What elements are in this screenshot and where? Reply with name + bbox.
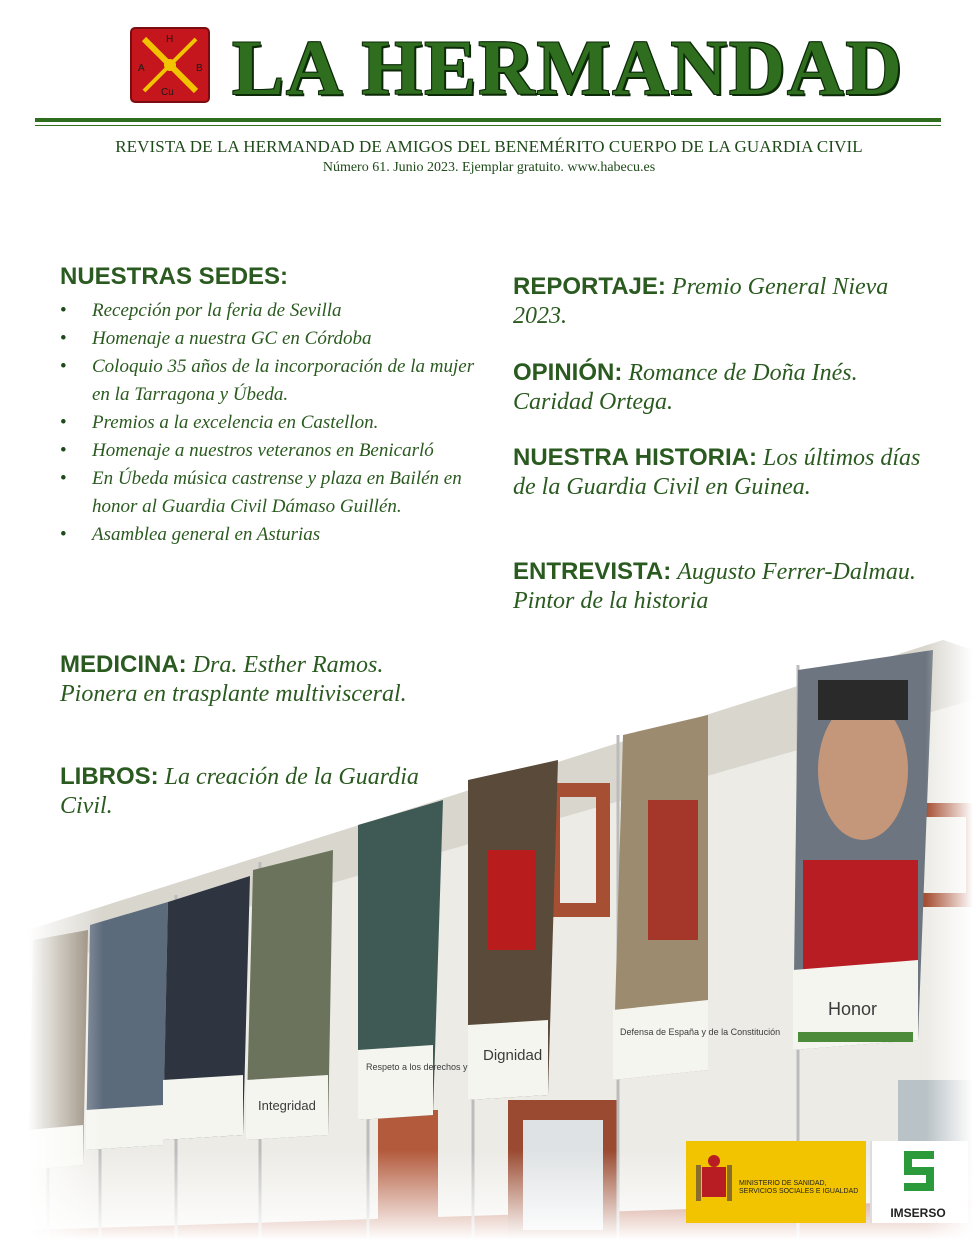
medicina-label: MEDICINA: — [60, 651, 187, 678]
historia-text: Los últimos días de la Guardia Civil en Guinea. — [513, 445, 921, 500]
entrevista-section — [513, 557, 933, 616]
opinion-label: OPINIÓN: — [513, 359, 623, 386]
libros-section — [60, 762, 460, 821]
libros-label: LIBROS: — [60, 763, 159, 790]
historia-label: NUESTRA HISTORIA: — [513, 444, 758, 471]
crest-letter-b: B — [196, 63, 203, 74]
medicina-section — [60, 650, 460, 709]
list-item: • Homenaje a nuestros veteranos en Benicarló — [60, 437, 490, 465]
sedes-heading: NUESTRAS SEDES: — [60, 263, 289, 290]
entrevista-label: ENTREVISTA: — [513, 558, 672, 585]
list-item: • Coloquio 35 años de la incorporación de la mujer en la Tarragona y Úbeda. — [60, 353, 490, 409]
historia-section — [513, 443, 933, 502]
reportaje-section — [513, 272, 933, 331]
libros-text: La creación de la Guardia Civil. — [60, 764, 419, 819]
list-item: • En Úbeda música castrense y plaza en Bailén en honor al Guardia Civil Dámaso Guillén. — [60, 465, 490, 521]
list-item: • Premios a la excelencia en Castellon. — [60, 409, 490, 437]
opinion-text: Romance de Doña Inés. Caridad Ortega. — [513, 360, 858, 415]
opinion-section — [513, 358, 933, 417]
list-item: • Recepción por la feria de Sevilla — [60, 297, 490, 325]
sedes-list — [60, 297, 490, 549]
crest-letter-cu: Cu — [161, 87, 174, 98]
masthead-title: LA HERMANDAD — [232, 24, 904, 111]
crest-letter-h: H — [166, 34, 174, 45]
crest-letter-a: A — [138, 63, 145, 74]
header-rule-thick — [35, 118, 941, 122]
entrevista-text: Augusto Ferrer-Dalmau. Pintor de la historia — [513, 559, 916, 614]
habecu-crest-logo — [130, 27, 210, 103]
header-rule-thin — [35, 125, 941, 126]
list-item: • Homenaje a nuestra GC en Córdoba — [60, 325, 490, 353]
imserso-label: IMSERSO — [890, 1206, 946, 1220]
imserso-mark-icon — [894, 1147, 944, 1193]
magazine-subtitle: REVISTA DE LA HERMANDAD DE AMIGOS DEL BENEMÉRITO CUERPO DE LA GUARDIA CIVIL — [115, 137, 863, 156]
reportaje-label: REPORTAJE: — [513, 273, 666, 300]
ministry-name: MINISTERIO DE SANIDAD, SERVICIOS SOCIALES E IGUALDAD — [739, 1180, 859, 1195]
medicina-text: Dra. Esther Ramos. Pionera en trasplante multivisceral. — [60, 652, 407, 707]
reportaje-text: Premio General Nieva 2023. — [513, 274, 889, 329]
list-item: • Asamblea general en Asturias — [60, 521, 490, 549]
issue-line: Número 61. Junio 2023. Ejemplar gratuito. www.habecu.es — [322, 160, 656, 175]
coat-of-arms-icon — [694, 1153, 734, 1213]
